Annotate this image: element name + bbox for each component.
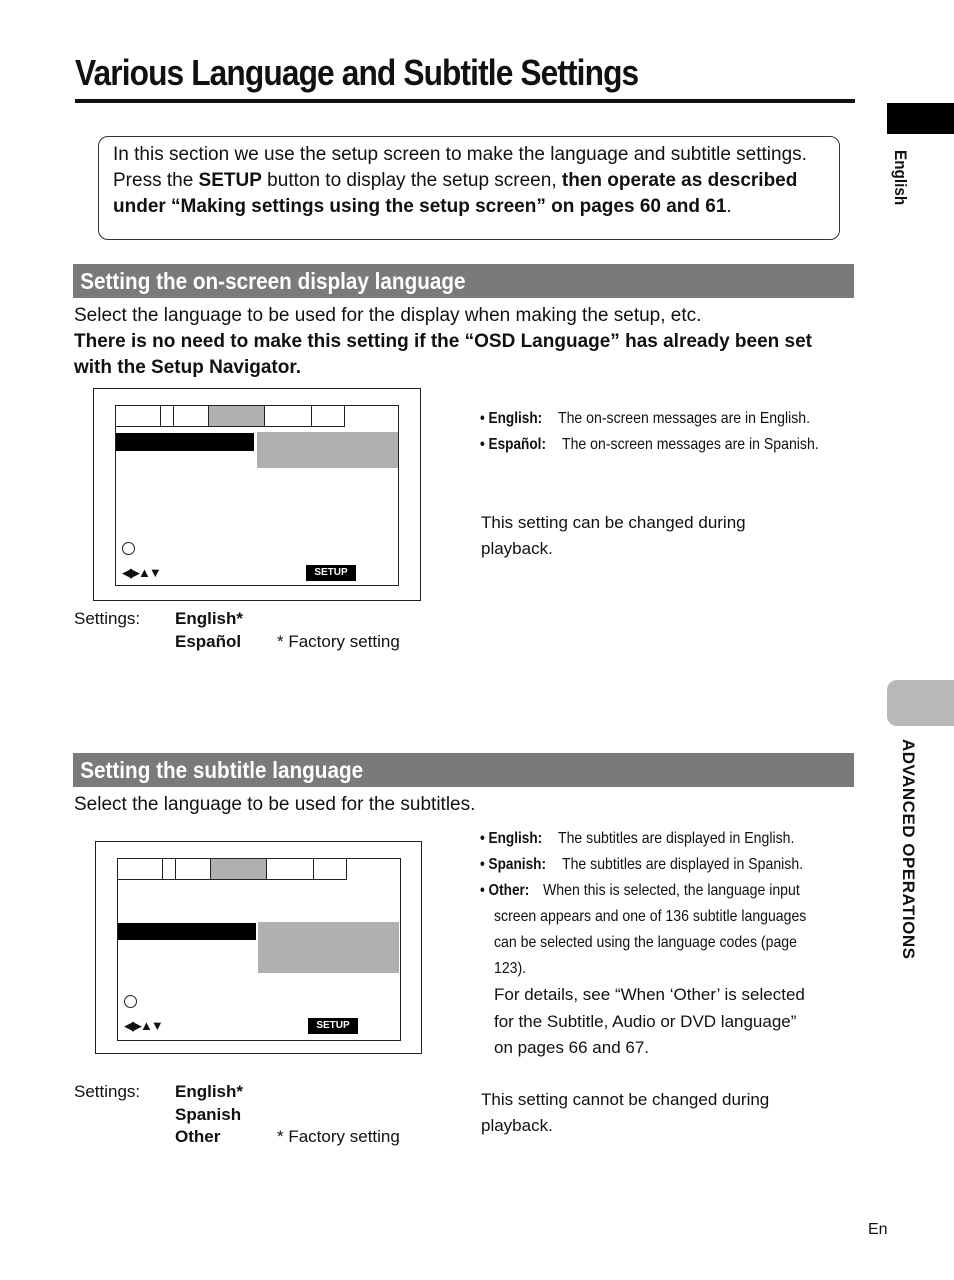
subtitle-tab-4 xyxy=(266,858,314,880)
subtitle-tab-2 xyxy=(162,858,176,880)
osd-option-highlight xyxy=(257,432,398,468)
osd-screen-illustration xyxy=(93,388,421,601)
osd-tab-1 xyxy=(115,405,161,427)
subtitle-factory-note: * Factory setting xyxy=(277,1127,400,1146)
osd-tab-2 xyxy=(160,405,174,427)
subtitle-details-line-2: for the Subtitle, Audio or DVD language” xyxy=(494,1011,797,1031)
subtitle-bullet-english xyxy=(480,826,849,852)
subtitle-option-highlight xyxy=(258,922,399,973)
subtitle-settings-label: Settings: xyxy=(74,1082,141,1101)
osd-bullet-espanol-key: • Español: xyxy=(480,436,546,453)
subtitle-other-line-1: screen appears and one of 136 subtitle languages xyxy=(494,908,807,925)
side-tab-section: ADVANCED OPERATIONS xyxy=(899,739,918,960)
subtitle-details-line-1: For details, see “When ‘Other’ is selected xyxy=(494,985,805,1004)
osd-bullet-espanol xyxy=(480,432,854,458)
subtitle-bullet-other-desc: When this is selected, the language input xyxy=(542,882,800,899)
osd-note: This setting can be changed during playback. xyxy=(481,513,746,558)
subtitle-tab-3 xyxy=(175,858,211,880)
osd-description xyxy=(74,303,854,381)
subtitle-tab-active xyxy=(210,858,267,880)
subtitle-bullets xyxy=(480,826,849,1062)
osd-bullet-english-key: • English: xyxy=(480,410,543,427)
intro-bold-text: then operate as described under “Making settings using the setup screen” on pages 60 and 61 xyxy=(113,170,798,217)
osd-line1: Select the language to be used for the display when making the setup, etc. xyxy=(74,305,702,326)
osd-bold-line: There is no need to make this setting if the “OSD Language” has already been set with the Setup Navigator. xyxy=(74,331,813,378)
subtitle-setup-button-icon: SETUP xyxy=(308,1018,358,1034)
osd-circle-icon xyxy=(122,542,135,555)
subtitle-settings-options xyxy=(175,1081,243,1149)
subtitle-bullet-spanish-key: • Spanish: xyxy=(480,856,546,873)
section-heading-osd-text: Setting the on-screen display language xyxy=(80,268,466,294)
subtitle-other-line-3: 123). xyxy=(494,960,527,977)
subtitle-note: This setting cannot be changed during playback. xyxy=(481,1090,770,1135)
subtitle-bullet-other xyxy=(480,878,849,904)
subtitle-bullet-other-key: • Other: xyxy=(480,882,530,899)
intro-setup-word: SETUP xyxy=(198,170,262,191)
intro-text-2: button to display the setup screen, xyxy=(261,170,562,191)
subtitle-details xyxy=(480,982,849,1062)
intro-text-1: In this section we use the setup screen to make the language and subtitle settings. Press the xyxy=(113,144,807,191)
subtitle-option-english: English* xyxy=(175,1082,244,1101)
subtitle-bullet-spanish-desc: The subtitles are displayed in Spanish. xyxy=(562,856,804,873)
intro-box xyxy=(98,136,840,240)
intro-end: . xyxy=(726,196,732,217)
osd-selected-row xyxy=(116,433,254,451)
subtitle-screen-illustration xyxy=(95,841,422,1054)
subtitle-description: Select the language to be used for the subtitles. xyxy=(74,794,476,815)
osd-tab-4 xyxy=(264,405,312,427)
side-tab-language: English xyxy=(891,150,910,206)
side-tab-black xyxy=(887,103,954,134)
side-tab-grey xyxy=(887,680,954,726)
section-heading-subtitle-text: Setting the subtitle language xyxy=(80,757,364,783)
subtitle-tab-5 xyxy=(313,858,347,880)
section-heading-subtitle xyxy=(73,753,854,787)
subtitle-selected-row xyxy=(118,923,256,940)
osd-factory-note: * Factory setting xyxy=(277,632,400,651)
osd-option-espanol: Español xyxy=(175,631,242,651)
subtitle-other-line-2: can be selected using the language codes (page xyxy=(494,934,797,951)
page-title: Various Language and Subtitle Settings xyxy=(75,52,639,93)
osd-setup-button-icon: SETUP xyxy=(306,565,356,581)
osd-settings-label: Settings: xyxy=(74,609,141,628)
subtitle-option-spanish: Spanish xyxy=(175,1104,242,1124)
title-divider xyxy=(75,99,855,103)
subtitle-tab-1 xyxy=(117,858,163,880)
osd-arrows-icon: ◀▶▲▼ xyxy=(122,565,160,580)
osd-tab-5 xyxy=(311,405,345,427)
osd-bullets xyxy=(480,406,854,458)
subtitle-option-other: Other xyxy=(175,1127,221,1146)
subtitle-other-continued xyxy=(480,904,849,982)
page-footer-lang: En xyxy=(868,1221,888,1238)
osd-bullet-english-desc: The on-screen messages are in English. xyxy=(557,410,810,427)
osd-tab-active xyxy=(208,405,265,427)
osd-option-english: English* xyxy=(175,609,244,628)
osd-bullet-english xyxy=(480,406,854,432)
osd-bullet-espanol-desc: The on-screen messages are in Spanish. xyxy=(562,436,819,453)
subtitle-circle-icon xyxy=(124,995,137,1008)
section-heading-osd xyxy=(73,264,854,298)
subtitle-bullet-spanish xyxy=(480,852,849,878)
subtitle-arrows-icon: ◀▶▲▼ xyxy=(124,1018,162,1033)
osd-settings-options xyxy=(175,608,243,653)
subtitle-bullet-english-key: • English: xyxy=(480,830,543,847)
osd-tab-3 xyxy=(173,405,209,427)
subtitle-bullet-english-desc: The subtitles are displayed in English. xyxy=(557,830,794,847)
subtitle-details-line-3: on pages 66 and 67. xyxy=(494,1038,650,1057)
